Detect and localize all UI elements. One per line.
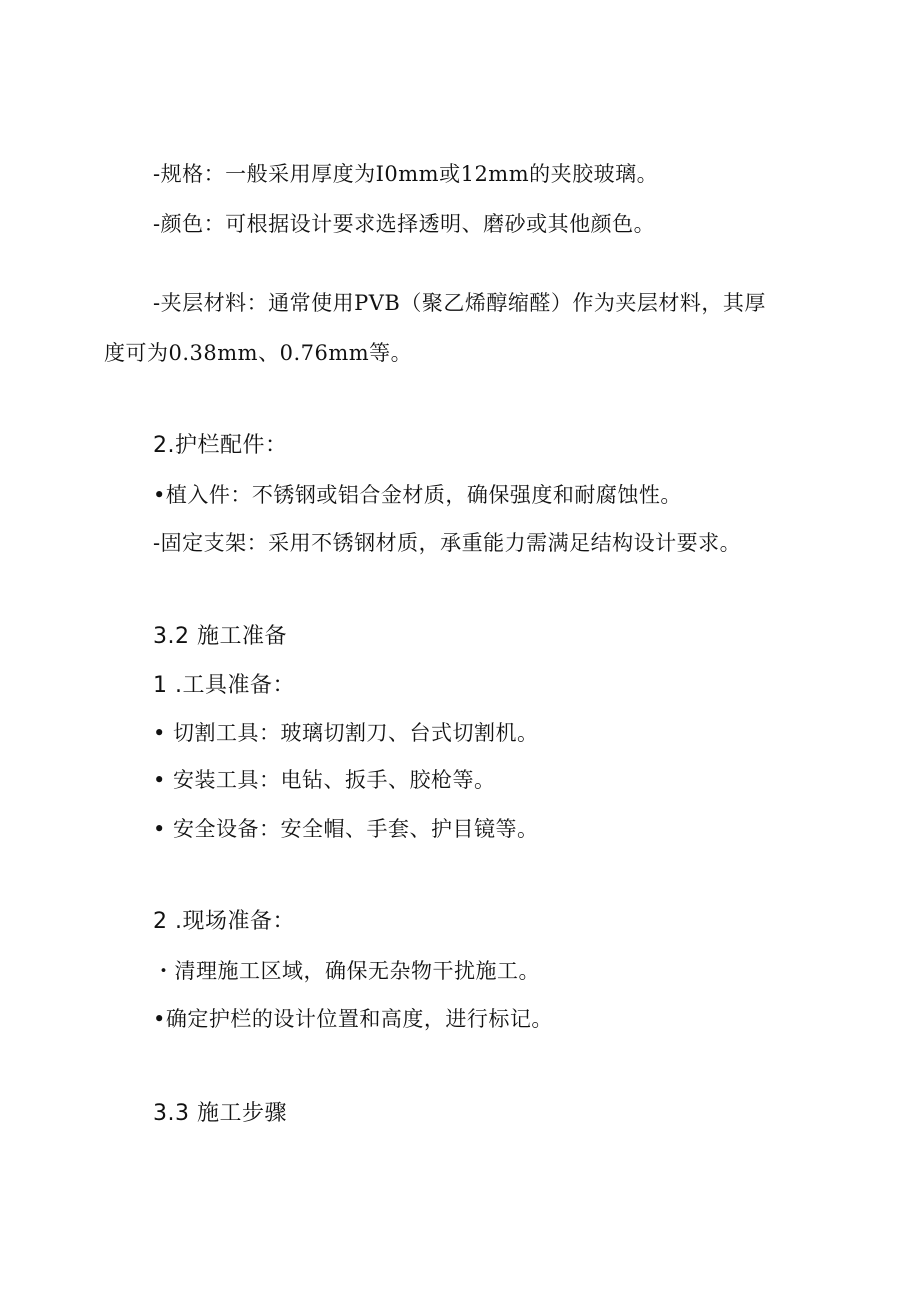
fittings-heading: 2.护栏配件：: [153, 433, 288, 458]
tools-item-cutting: • 切割工具：玻璃切割刀、台式切割机。: [153, 721, 539, 745]
section-3-3-heading: 3.3 施工步骤: [153, 1101, 287, 1126]
glass-interlayer-line-1: -夹层材料：通常使用PVB（聚乙烯醇缩醛）作为夹层材料，其厚: [153, 291, 766, 315]
section-3-2-heading: 3.2 施工准备: [153, 624, 287, 649]
fittings-item-embedded: •植入件：不锈钢或铝合金材质，确保强度和耐腐蚀性。: [153, 483, 682, 507]
tools-heading: 1 .工具准备：: [153, 673, 295, 698]
site-item-mark: •确定护栏的设计位置和高度，进行标记。: [153, 1007, 553, 1031]
glass-interlayer-line-2: 度可为0.38mm、0.76mm等。: [104, 341, 413, 365]
site-heading: 2 .现场准备：: [153, 909, 295, 934]
tools-item-safety: • 安全设备：安全帽、手套、护目镜等。: [153, 817, 539, 841]
glass-color-line: -颜色：可根据设计要求选择透明、磨砂或其他颜色。: [153, 212, 656, 236]
tools-item-install: • 安装工具：电钻、扳手、胶枪等。: [153, 768, 496, 792]
site-item-clear: ・清理施工区域，确保无杂物干扰施工。: [153, 959, 540, 983]
fittings-item-bracket: -固定支架：采用不锈钢材质，承重能力需满足结构设计要求。: [153, 531, 742, 555]
glass-spec-line: -规格：一般采用厚度为I0mm或12mm的夹胶玻璃。: [153, 162, 659, 186]
